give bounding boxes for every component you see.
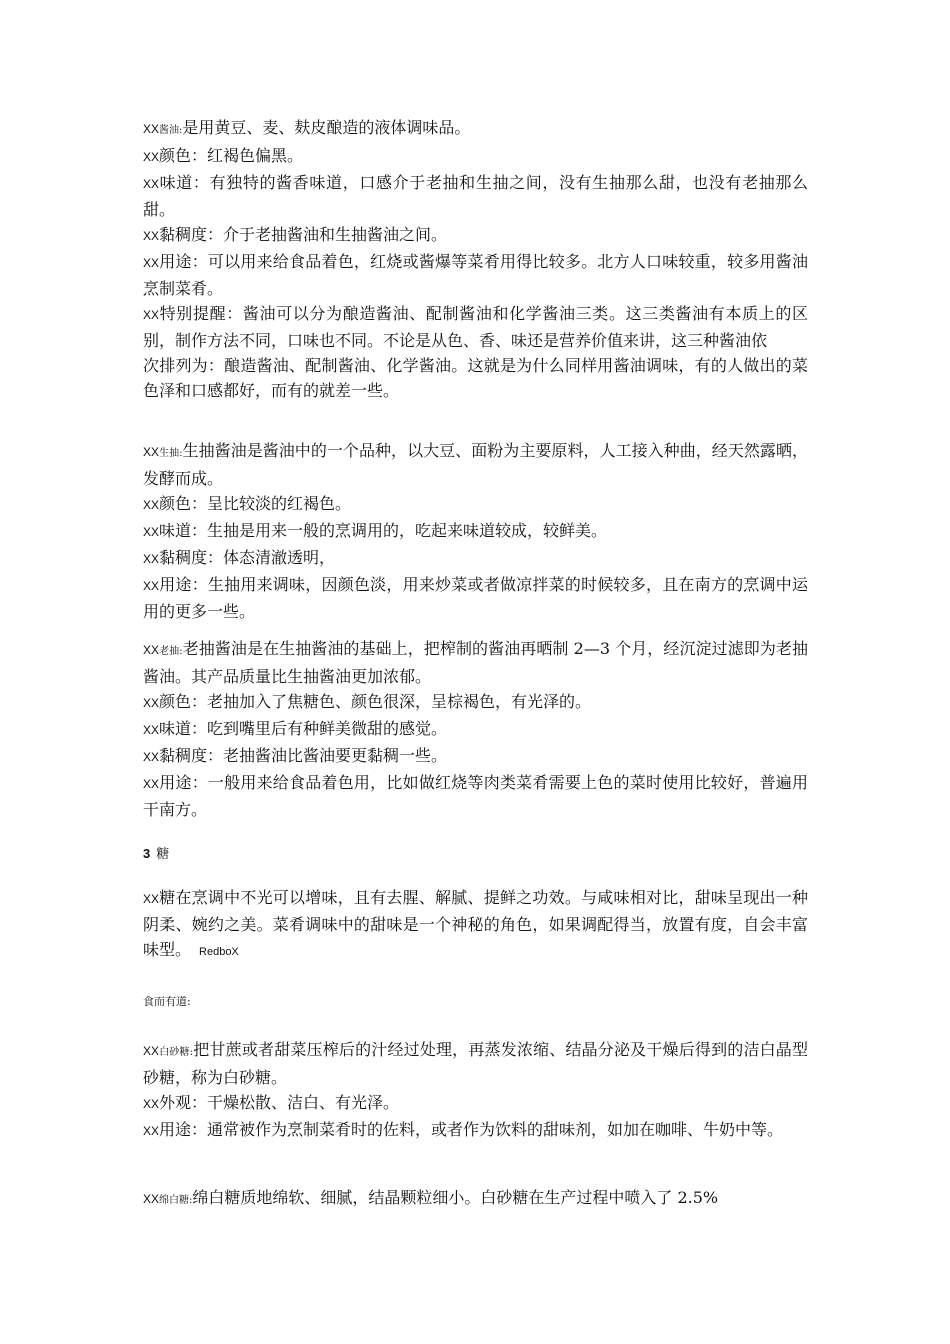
note-label: 食而有道:: [143, 995, 191, 1008]
paragraph: XX绵白糖:绵白糖质地绵软、细腻，结晶颗粒细小。白砂糖在生产过程中喷入了 2.5%: [143, 1188, 719, 1207]
paragraph: 次排列为：酿造酱油、配制酱油、化学酱油。这就是为什么同样用酱油调味，有的人做出的菜色泽和口感都好，而有的就差一些。: [143, 356, 808, 400]
watermark-text: RedboX: [199, 946, 239, 958]
paragraph: XX黏稠度：体态清澈透明，: [143, 548, 336, 567]
paragraph: XX老抽:老抽酱油是在生抽酱油的基础上，把榨制的酱油再晒制 2—3 个月，经沉淀过滤即为老抽酱油。其产品质量比生抽酱油更加浓郁。: [143, 639, 808, 686]
paragraph: XX用途：可以用来给食品着色，红烧或酱爆等菜肴用得比较多。北方人口味较重，较多用酱油烹制菜肴。: [143, 252, 808, 298]
section-light-soy: [143, 438, 808, 624]
paragraph: XX黏稠度：老抽酱油比酱油要更黏稠一些。: [143, 746, 448, 765]
paragraph: XX特别提醒：酱油可以分为酿造酱油、配制酱油和化学酱油三类。这三类酱油有本质上的区别，制作方法不同，口味也不同。不论是从色、香、味还是营养价值来讲，这三种酱油依: [143, 304, 808, 350]
paragraph: XX颜色：呈比较淡的红褐色。: [143, 494, 352, 513]
paragraph: XX用途：通常被作为烹制菜肴时的佐料，或者作为饮料的甜味剂，如加在咖啡、牛奶中等。: [143, 1120, 784, 1139]
paragraph: XX味道：吃到嘴里后有种鲜美微甜的感觉。: [143, 719, 448, 738]
paragraph: XX颜色：红褐色偏黑。: [143, 146, 304, 165]
section-dark-soy: [143, 636, 808, 822]
paragraph: XX颜色：老抽加入了焦糖色、颜色很深，呈棕褐色，有光泽的。: [143, 692, 592, 711]
paragraph: XX外观：干燥松散、洁白、有光泽。: [143, 1093, 400, 1112]
section-soft-sugar: [143, 1185, 808, 1213]
paragraph: XX用途：生抽用来调味，因颜色淡，用来炒菜或者做凉拌菜的时候较多，且在南方的烹调中运用的更多一些。: [143, 575, 808, 621]
paragraph: XX味道：生抽是用来一般的烹调用的，吃起来味道较成，较鲜美。: [143, 521, 608, 540]
paragraph: XX生抽:生抽酱油是酱油中的一个品种，以大豆、面粉为主要原料，人工接入种曲，经天然露晒，发酵而成。: [143, 441, 808, 488]
paragraph: XX糖在烹调中不光可以增味，且有去腥、解腻、提鲜之功效。与咸味相对比，甜味呈现出一种阴柔、婉约之美。菜肴调味中的甜味是一个神秘的角色，如果调配得当，放置有度，自会丰富味型。 RedboX: [143, 888, 808, 959]
section-soy-sauce: [143, 115, 808, 403]
paragraph: XX酱油:是用黄豆、麦、麸皮酿造的液体调味品。: [143, 118, 471, 137]
section-heading: 3 糖: [143, 846, 170, 861]
paragraph: XX黏稠度：介于老抽酱油和生抽酱油之间。: [143, 225, 448, 244]
paragraph: XX用途：一般用来给食品着色用，比如做红烧等肉类菜肴需要上色的菜时使用比较好，普遍用干南方。: [143, 773, 808, 819]
paragraph: XX味道：有独特的酱香味道，口感介于老抽和生抽之间，没有生抽那么甜，也没有老抽那么甜。: [143, 173, 808, 219]
paragraph: XX白砂糖:把甘蔗或者甜菜压榨后的汁经过处理，再蒸发浓缩、结晶分泌及干燥后得到的洁白晶型砂糖，称为白砂糖。: [143, 1040, 808, 1087]
section-sugar-intro: [143, 885, 808, 965]
section-white-sugar: [143, 1037, 808, 1144]
